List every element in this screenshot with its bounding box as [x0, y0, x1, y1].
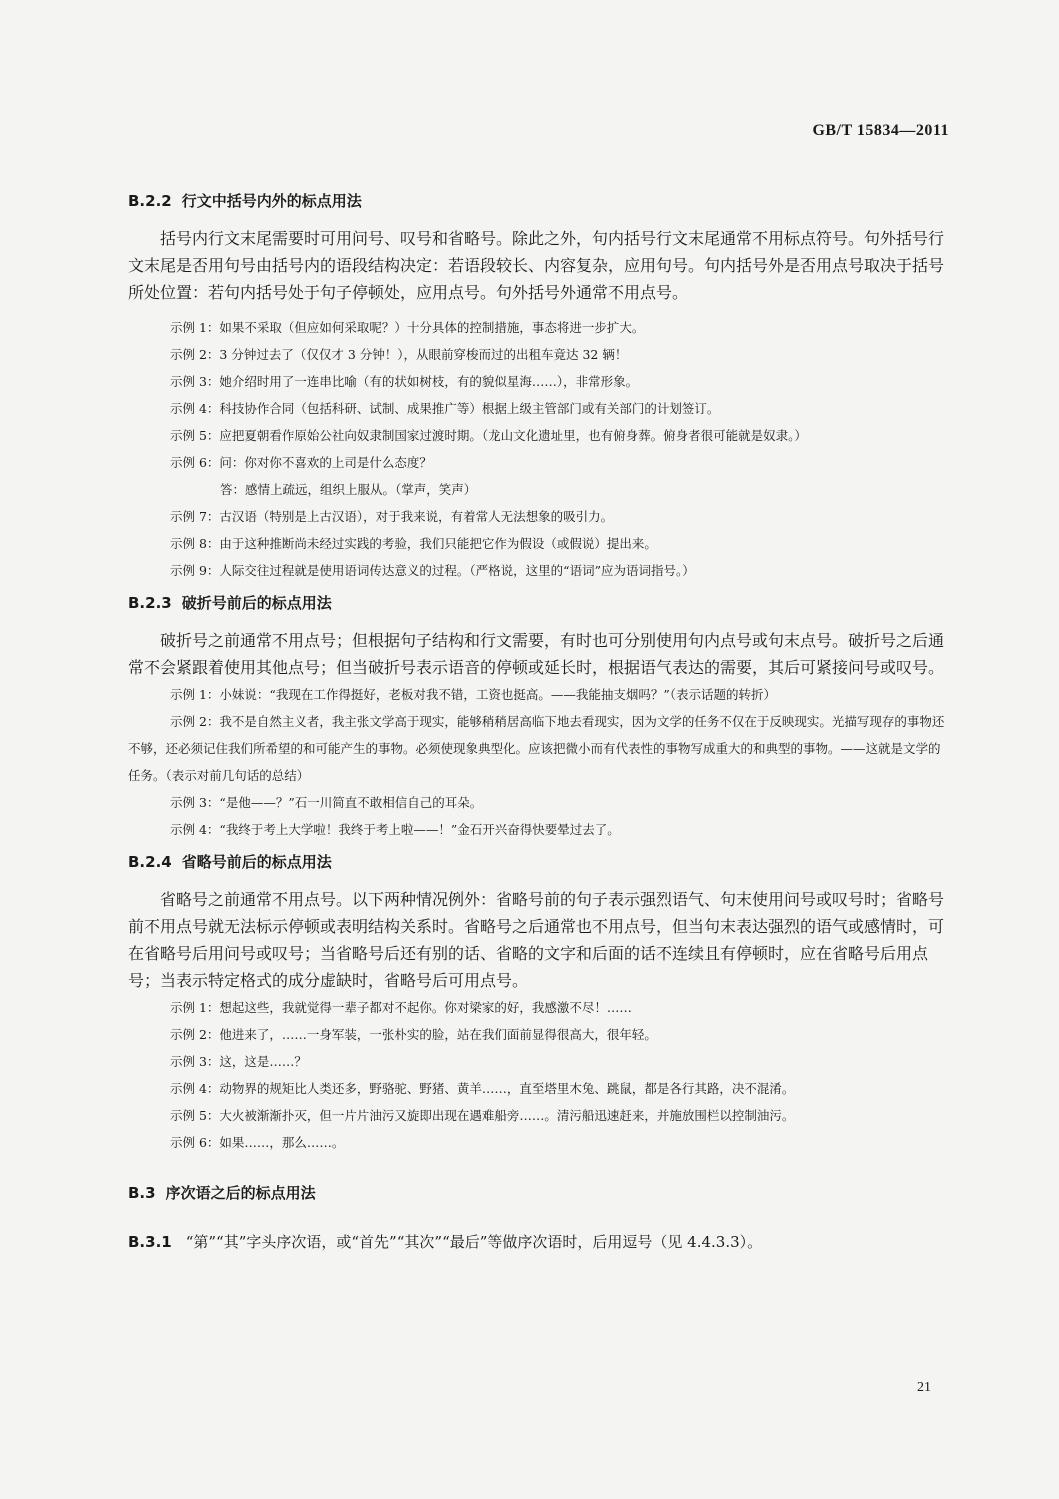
example-item: 示例 2：他进来了，……一身军装，一张朴实的脸，站在我们面前显得很高大，很年轻。 [170, 1027, 657, 1042]
section-number: B.2.2 [128, 192, 172, 210]
section-number: B.2.3 [128, 594, 172, 612]
example-item: 示例 5：应把夏朝看作原始公社向奴隶制国家过渡时期。（龙山文化遗址里，也有俯身葬。俯身者很可能就是奴隶。） [170, 428, 807, 443]
example-item: 示例 3：她介绍时用了一连串比喻（有的状如树枝，有的貌似星海……），非常形象。 [170, 374, 639, 389]
example-item: 示例 5：大火被渐渐扑灭，但一片片油污又旋即出现在遇难船旁……。清污船迅速赶来，并施放围栏以控制油污。 [170, 1108, 795, 1123]
clause-b31 [128, 1229, 948, 1256]
section-title: 破折号前后的标点用法 [181, 594, 332, 612]
section-heading-b3 [128, 1182, 948, 1203]
section-paragraph: 破折号之前通常不用点号；但根据句子结构和行文需要，有时也可分别使用句内点号或句末点号。破折号之后通常不会紧跟着使用其他点号；但当破折号表示语音的停顿或延长时，根据语气表达的需要，其后可紧接问号或叹号。 [128, 631, 945, 677]
page-content [128, 190, 948, 1256]
clause-number: B.3.1 [128, 1233, 172, 1251]
section-title: 省略号前后的标点用法 [181, 853, 332, 871]
example-item-continued: 答：感情上疏远，组织上服从。（掌声，笑声） [220, 482, 477, 497]
section-number: B.2.4 [128, 853, 172, 871]
example-item: 示例 2：3 分钟过去了（仅仅才 3 分钟！），从眼前穿梭而过的出租车竟达 32 辆！ [170, 347, 628, 362]
example-item: 示例 4：“我终于考上大学啦！我终于考上啦——！”金石开兴奋得快要晕过去了。 [170, 822, 620, 837]
example-item: 示例 8：由于这种推断尚未经过实践的考验，我们只能把它作为假设（或假说）提出来。 [170, 536, 657, 551]
example-item: 示例 4：动物界的规矩比人类还多，野骆驼、野猪、黄羊……，直至塔里木兔、跳鼠，都是各行其路，决不混淆。 [170, 1081, 795, 1096]
example-item: 示例 6：如果……，那么……。 [170, 1135, 345, 1150]
example-item: 示例 3：这，这是……？ [170, 1054, 307, 1069]
section-paragraph: 括号内行文末尾需要时可用问号、叹号和省略号。除此之外，句内括号行文末尾通常不用标点符号。句外括号行文末尾是否用句号由括号内的语段结构决定：若语段较长、内容复杂，应用句号。句内括号外是否用点号取决于括号所处位置：若句内括号处于句子停顿处，应用点号。句外括号外通常不用点号。 [128, 229, 945, 302]
example-item: 示例 7：古汉语（特别是上古汉语），对于我来说，有着常人无法想象的吸引力。 [170, 509, 614, 524]
section-paragraph: 省略号之前通常不用点号。以下两种情况例外：省略号前的句子表示强烈语气、句末使用问号或叹号时；省略号前不用点号就无法标示停顿或表明结构关系时。省略号之后通常也不用点号，但当句末表达强烈的语气或感情时，可在省略号后用问号或叹号；当省略号后还有别的话、省略的文字和后面的话不连续且有停顿时，应在省略号后用点号；当表示特定格式的成分虚缺时，省略号后可用点号。 [128, 890, 945, 990]
section-heading-b24 [128, 851, 948, 872]
example-item: 示例 1：小妹说：“我现在工作得挺好，老板对我不错，工资也挺高。——我能抽支烟吗？”（表示话题的转折） [170, 687, 776, 702]
example-item: 示例 1：如果不采取（但应如何采取呢？）十分具体的控制措施，事态将进一步扩大。 [170, 320, 645, 335]
example-item: 示例 3：“是他——？”石一川简直不敢相信自己的耳朵。 [170, 795, 483, 810]
section-title: 行文中括号内外的标点用法 [181, 192, 362, 210]
section-number: B.3 [128, 1184, 156, 1202]
example-item: 示例 6：问：你对你不喜欢的上司是什么态度？ [170, 455, 432, 470]
example-item: 示例 2：我不是自然主义者，我主张文学高于现实，能够稍稍居高临下地去看现实，因为文学的任务不仅在于反映现实。光描写现存的事物还不够，还必须记住我们所希望的和可能产生的事物。必须使现象典型化。应该把微小而有代表性的事物写成重大的和典型的事物。——这就是文学的任务。（表示对前几句话的总结） [128, 714, 945, 783]
section-heading-b22 [128, 190, 948, 211]
section-heading-b23 [128, 592, 948, 613]
clause-text: “第”“其”字头序次语，或“首先”“其次”“最后”等做序次语时，后用逗号（见 4.4.3.3）。 [185, 1233, 763, 1251]
example-item: 示例 4：科技协作合同（包括科研、试制、成果推广等）根据上级主管部门或有关部门的计划签订。 [170, 401, 720, 416]
page-number: 21 [917, 1380, 931, 1395]
section-title: 序次语之后的标点用法 [165, 1184, 316, 1202]
document-code: GB/T 15834—2011 [812, 122, 949, 139]
example-item: 示例 1：想起这些，我就觉得一辈子都对不起你。你对梁家的好，我感激不尽！…… [170, 1000, 632, 1015]
example-item: 示例 9：人际交往过程就是使用语词传达意义的过程。（严格说，这里的“语词”应为语词指号。） [170, 563, 695, 578]
